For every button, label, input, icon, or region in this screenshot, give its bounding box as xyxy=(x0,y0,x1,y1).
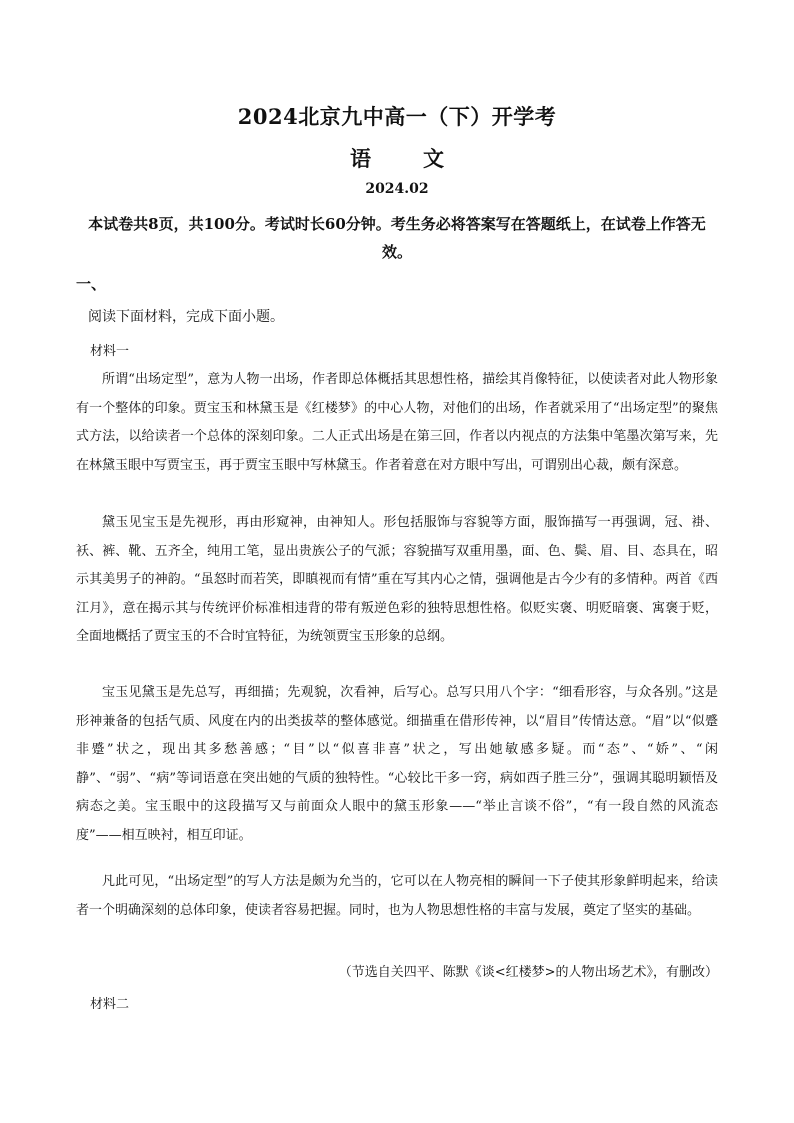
subject-char-1: 语 xyxy=(350,146,371,171)
section-number: 一、 xyxy=(76,275,107,293)
material-1-body-4 xyxy=(76,868,718,925)
subject-char-2: 文 xyxy=(423,146,444,171)
material-1-label: 材料一 xyxy=(90,344,130,359)
material-1-paragraph: 黛玉见宝玉是先视形，再由形窥神，由神知人。形包括服饰与容貌等方面，服饰描写一再强调，冠、褂、袄、裤、靴、五齐全，纯用工笔，显出贵族公子的气派；容貌描写双重用墨，面、色、鬓、眉、目、态具在，昭示其美男子的神韵。“虽怒时而若笑，即瞋视而有情”重在写其内心之情，强调他是古今少有的多情种。两首《西江月》，意在揭示其与传统评价标准相违背的带有叛逆色彩的独特思想性格。似贬实褒、明贬暗褒、寓褒于贬，全面地概括了贾宝玉的不合时宜特征，为统领贾宝玉形象的总纲。 xyxy=(76,515,718,644)
material-1-source: （节选自关四平、陈默《谈<红楼梦>的人物出场艺术》，有删改） xyxy=(338,965,718,980)
exam-notice: 本试卷共8页，共100分。考试时长60分钟。考生务必将答案写在答题纸上，在试卷上作答无效。 xyxy=(88,215,706,261)
material-1-paragraph: 凡此可见，“出场定型”的写人方法是颇为允当的，它可以在人物亮相的瞬间一下子使其形象鲜明起来，给读者一个明确深刻的总体印象，使读者容易把握。同时，也为人物思想性格的丰富与发展，奠定了坚实的基础。 xyxy=(76,874,718,918)
material-1-paragraph: 所谓“出场定型”，意为人物一出场，作者即总体概括其思想性格，描绘其肖像特征，以使读者对此人物形象有一个整体的印象。贾宝玉和林黛玉是《红楼梦》的中心人物，对他们的出场，作者就采用了“出场定型”的聚焦式方法，以给读者一个总体的深刻印象。二人正式出场是在第三回，作者以内视点的方法集中笔墨次第写来，先在林黛玉眼中写贾宝玉，再于贾宝玉眼中写林黛玉。作者着意在对方眼中写出，可谓别出心裁，颇有深意。 xyxy=(76,372,718,473)
exam-title: 2024北京九中高一（下）开学考 xyxy=(237,104,557,129)
material-1-body-2 xyxy=(76,509,718,652)
material-1-body-3 xyxy=(76,679,718,850)
material-1-body xyxy=(76,366,718,480)
section-instruction: 阅读下面材料，完成下面小题。 xyxy=(88,309,284,325)
subject-title xyxy=(0,143,794,173)
material-2-label: 材料二 xyxy=(90,997,130,1012)
material-1-paragraph: 宝玉见黛玉是先总写，再细描；先观貌，次看神，后写心。总写只用八个字：“细看形容，与众各别。”这是形神兼备的包括气质、风度在内的出类拔萃的整体感觉。细描重在借形传神，以“眉目”传情达意。“眉”以“似蹙非蹙”状之，现出其多愁善感；“目”以“似喜非喜”状之，写出她敏感多疑。而“态”、“娇”、“闲静”、“弱”、“病”等词语意在突出她的气质的独特性。“心较比干多一窍，病如西子胜三分”，强调其聪明颖悟及病态之美。宝玉眼中的这段描写又与前面众人眼中的黛玉形象——“举止言谈不俗”，“有一段自然的风流态度”——相互映衬，相互印证。 xyxy=(76,685,718,843)
exam-date: 2024.02 xyxy=(365,181,429,197)
